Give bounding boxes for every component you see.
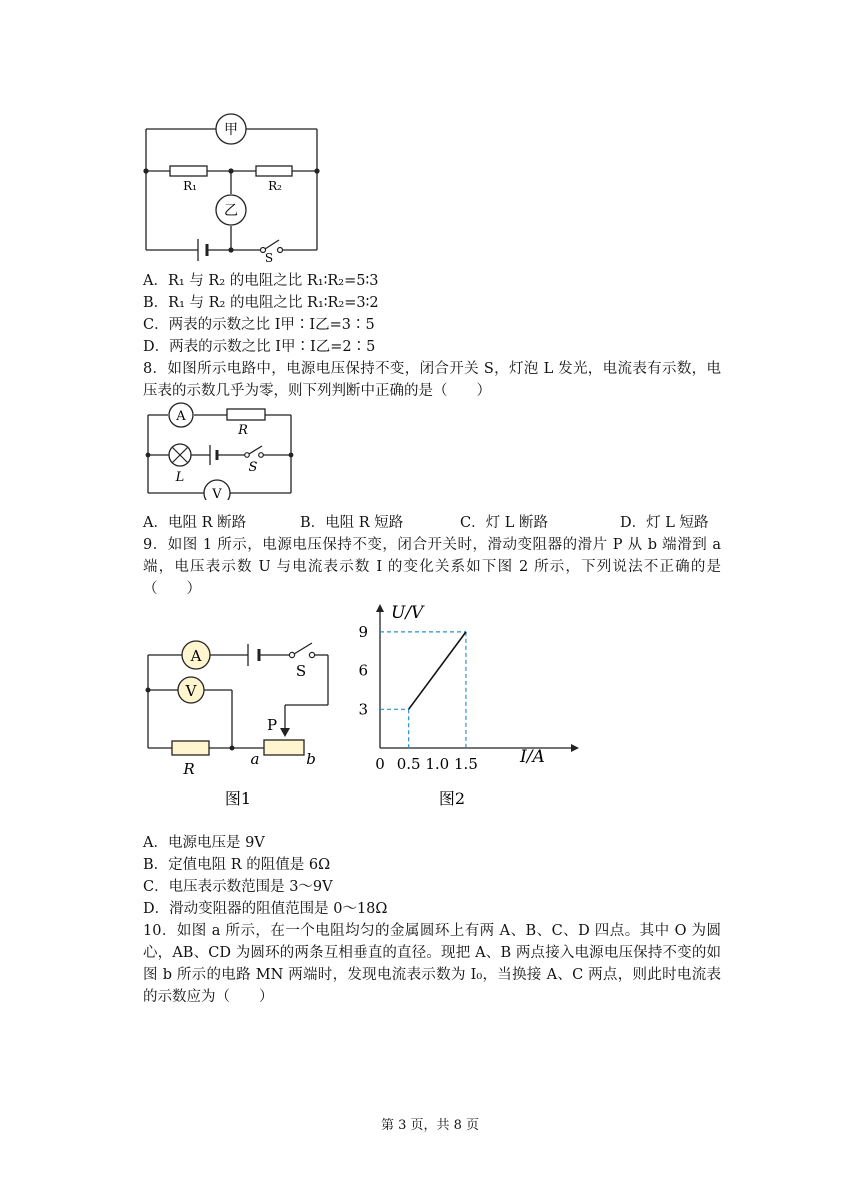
q7-option-b: B．R₁ 与 R₂ 的电阻之比 R₁∶R₂=3∶2	[143, 295, 379, 311]
q8-ammeter-label: A	[176, 409, 186, 424]
q9-option-d: D．滑动变阻器的阻值范围是 0～18Ω	[143, 901, 388, 917]
x-tick-label: 1.0	[425, 755, 450, 773]
q7-option-a: A．R₁ 与 R₂ 的电阻之比 R₁∶R₂=5∶3	[143, 273, 379, 289]
q9-switch-label: S	[295, 662, 307, 680]
q9-resistor-label: R	[183, 760, 195, 778]
q8-option-d: D．灯 L 短路	[620, 515, 709, 531]
meter-yi-label: 乙	[224, 203, 238, 219]
q8-switch-label: S	[248, 460, 258, 475]
q10-stem: 10．如图 a 所示，在一个电阻均匀的金属圆环上有两 A、B、C、D 四点。其中 O 为圆心，AB、CD 为圆环的两条互相垂直的直径。现把 A、B 两点接入电源电压保持不变的如图 b 所示的电路 MN 两端时，发现电流表示数为 I₀，当换接 A、C 两点，则此时电流表的示数应为（ ）	[143, 923, 721, 1005]
r1-label: R₁	[183, 179, 197, 193]
x-axis-label: I/A	[520, 747, 545, 767]
x-axis-arrow	[571, 744, 579, 752]
x-tick-label: 1.5	[454, 755, 478, 773]
y-tick-label: 6	[358, 661, 368, 680]
q9-option-c: C．电压表示数范围是 3～9V	[143, 879, 333, 895]
series-line	[409, 632, 466, 709]
q8-lamp-label: L	[175, 470, 185, 485]
switch-label: S	[264, 251, 274, 262]
resistor-r1	[170, 166, 207, 176]
q9-resistor	[172, 741, 209, 755]
y-axis-arrow	[376, 604, 384, 612]
q9-voltmeter-label: V	[185, 682, 197, 700]
q9-end-b-label: b	[306, 750, 316, 768]
q8-option-c: C．灯 L 断路	[460, 515, 548, 531]
q9-ammeter-label: A	[190, 647, 202, 665]
q9-figure1-circuit	[140, 600, 345, 810]
q9-figure1-caption: 图1	[224, 789, 252, 808]
q8-stem: 8．如图所示电路中，电源电压保持不变，闭合开关 S，灯泡 L 发光，电流表有示数，电压表的示数几乎为零，则下列判断中正确的是（ ）	[143, 361, 721, 399]
q8-resistor	[227, 409, 265, 420]
y-axis-label: U/V	[391, 603, 424, 623]
q8-resistor-label: R	[238, 423, 248, 438]
r2-label: R₂	[268, 179, 282, 193]
meter-jia-label: 甲	[224, 122, 238, 138]
q9-figure2-ui-graph	[345, 600, 585, 810]
x-tick-label: 0.5	[396, 755, 421, 773]
q7-circuit-diagram	[140, 112, 325, 262]
q7-option-c: C．两表的示数之比 I甲∶I乙=3∶5	[143, 317, 375, 333]
q9-rheostat	[264, 740, 304, 755]
q8-option-b: B．电阻 R 短路	[300, 515, 404, 531]
q9-option-b: B．定值电阻 R 的阻值是 6Ω	[143, 857, 331, 873]
resistor-r2	[256, 166, 292, 176]
q9-switch-blade	[294, 643, 312, 654]
q9-slider-label: P	[266, 716, 278, 734]
q8-circuit-diagram	[140, 400, 295, 500]
y-tick-label: 9	[358, 622, 368, 641]
y-tick-label: 3	[358, 700, 368, 719]
q9-option-a: A．电源电压是 9V	[143, 835, 265, 851]
q9-end-a-label: a	[250, 750, 260, 768]
q9-figure2-caption: 图2	[438, 789, 466, 808]
q9-stem: 9．如图 1 所示，电源电压保持不变，闭合开关时，滑动变阻器的滑片 P 从 b 端滑到 a 端，电压表示数 U 与电流表示数 I 的变化关系如下图 2 所示，下列说法不正确的是（ ）	[143, 537, 721, 597]
q8-option-a: A．电阻 R 断路	[143, 515, 247, 531]
switch-blade	[265, 240, 279, 249]
page-footer: 第 3 页，共 8 页	[380, 1118, 480, 1133]
q8-voltmeter-label: V	[212, 487, 222, 500]
q7-option-d: D．两表的示数之比 I甲∶I乙=2∶5	[143, 339, 376, 355]
x-tick-label: 0	[375, 755, 385, 773]
